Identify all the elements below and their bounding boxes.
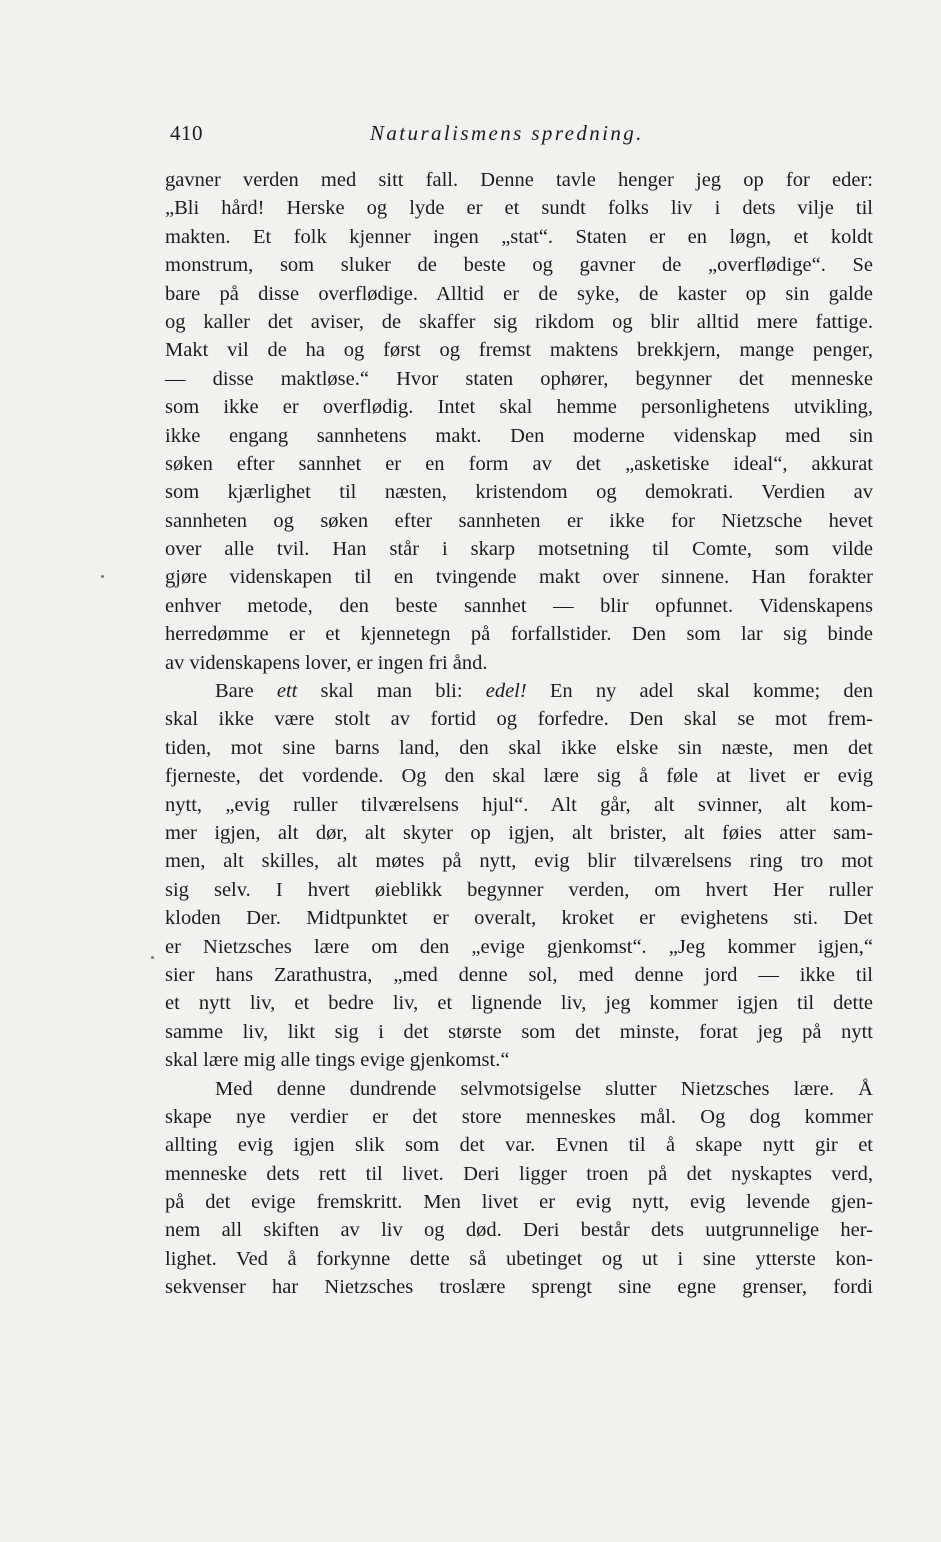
running-head bbox=[170, 121, 875, 151]
running-title: Naturalismens spredning. bbox=[370, 121, 644, 145]
text-line: menneske dets rett til livet. Deri ligger troen på det nyskaptes verd, bbox=[165, 1162, 873, 1185]
text-line: skape nye verdier er det store menneskes mål. Og dog kommer bbox=[165, 1105, 873, 1128]
text-line: og kaller det aviser, de skaffer sig rikdom og blir alltid mere fattige. bbox=[165, 310, 873, 333]
text-line: makten. Et folk kjenner ingen „stat“. Staten er en løgn, et koldt bbox=[165, 225, 873, 248]
text-line: som ikke er overflødig. Intet skal hemme personlighetens utvikling, bbox=[165, 396, 873, 419]
paragraph-start-line: Bare ett skal man bli: edel! En ny adel skal komme; den bbox=[215, 680, 873, 703]
paragraph-end-line: av videnskapens lover, er ingen fri ånd. bbox=[165, 651, 488, 674]
text-line: på det evige fremskritt. Men livet er evig nytt, evig levende gjen- bbox=[165, 1191, 873, 1214]
text-line: er Nietzsches lære om den „evige gjenkomst“. „Jeg kommer igjen,“ bbox=[165, 935, 873, 958]
text-line: tiden, mot sine barns land, den skal ikke elske sin næste, men det bbox=[165, 736, 873, 759]
text-line: men, alt skilles, alt møtes på nytt, evig blir tilværelsens ring tro mot bbox=[165, 850, 873, 873]
text-line: bare på disse overflødige. Alltid er de syke, de kaster op sin galde bbox=[165, 282, 873, 305]
text-line: sannheten og søken efter sannheten er ikke for Nietzsche hevet bbox=[165, 509, 873, 532]
page-number: 410 bbox=[170, 121, 203, 145]
text-line: mer igjen, alt dør, alt skyter op igjen, alt brister, alt føies atter sam- bbox=[165, 821, 873, 844]
text-line: lighet. Ved å forkynne dette så ubetinget og ut i sine ytterste kon- bbox=[165, 1247, 873, 1270]
text-line: søken efter sannhet er en form av det „asketiske ideal“, akkurat bbox=[165, 452, 873, 475]
text-line: samme liv, likt sig i det største som det minste, forat jeg på nytt bbox=[165, 1020, 873, 1043]
paragraph-end-line: skal lære mig alle tings evige gjenkomst.“ bbox=[165, 1049, 510, 1072]
text-line: „Bli hård! Herske og lyde er et sundt folks liv i dets vilje til bbox=[165, 197, 873, 220]
text-line: gjøre videnskapen til en tvingende makt over sinnene. Han forakter bbox=[165, 566, 873, 589]
text-line: nytt, „evig ruller tilværelsens hjul“. Alt går, alt svinner, alt kom- bbox=[165, 793, 873, 816]
text-line: fjerneste, det vordende. Og den skal lære sig å føle at livet er evig bbox=[165, 765, 873, 788]
text-line: ikke engang sannhetens makt. Den moderne videnskap med sin bbox=[165, 424, 873, 447]
text-line: — disse maktløse.“ Hvor staten ophører, begynner det menneske bbox=[165, 367, 873, 390]
paper-speck bbox=[151, 956, 154, 959]
text-line: et nytt liv, et bedre liv, et lignende liv, jeg kommer igjen til dette bbox=[165, 992, 873, 1015]
text-line: over alle tvil. Han står i skarp motsetning til Comte, som vilde bbox=[165, 538, 873, 561]
text-line: Makt vil de ha og først og fremst maktens brekkjern, mange penger, bbox=[165, 339, 873, 362]
text-line: enhver metode, den beste sannhet — blir opfunnet. Videnskapens bbox=[165, 594, 873, 617]
text-line: sier hans Zarathustra, „med denne sol, med denne jord — ikke til bbox=[165, 963, 873, 986]
text-line: kloden Der. Midtpunktet er overalt, kroket er evighetens sti. Det bbox=[165, 907, 873, 930]
text-line: gavner verden med sitt fall. Denne tavle henger jeg op for eder: bbox=[165, 169, 873, 191]
text-line: allting evig igjen slik som det var. Evnen til å skape nytt gir et bbox=[165, 1134, 873, 1157]
text-line: sig selv. I hvert øieblikk begynner verden, om hvert Her ruller bbox=[165, 878, 873, 901]
text-line: som kjærlighet til næsten, kristendom og demokrati. Verdien av bbox=[165, 481, 873, 504]
text-line: skal ikke være stolt av fortid og forfedre. Den skal se mot frem- bbox=[165, 708, 873, 731]
text-line: monstrum, som sluker de beste og gavner de „overflødige“. Se bbox=[165, 254, 873, 277]
paragraph-start-line: Med denne dundrende selvmotsigelse slutter Nietzsches lære. Å bbox=[215, 1077, 873, 1100]
body-text bbox=[165, 166, 873, 1302]
text-line: nem all skiften av liv og død. Deri består dets uutgrunnelige her- bbox=[165, 1219, 873, 1242]
text-line: herredømme er et kjennetegn på forfallstider. Den som lar sig binde bbox=[165, 623, 873, 646]
paper-speck bbox=[101, 575, 104, 578]
text-line: sekvenser har Nietzsches troslære sprengt sine egne grenser, fordi bbox=[165, 1276, 873, 1299]
